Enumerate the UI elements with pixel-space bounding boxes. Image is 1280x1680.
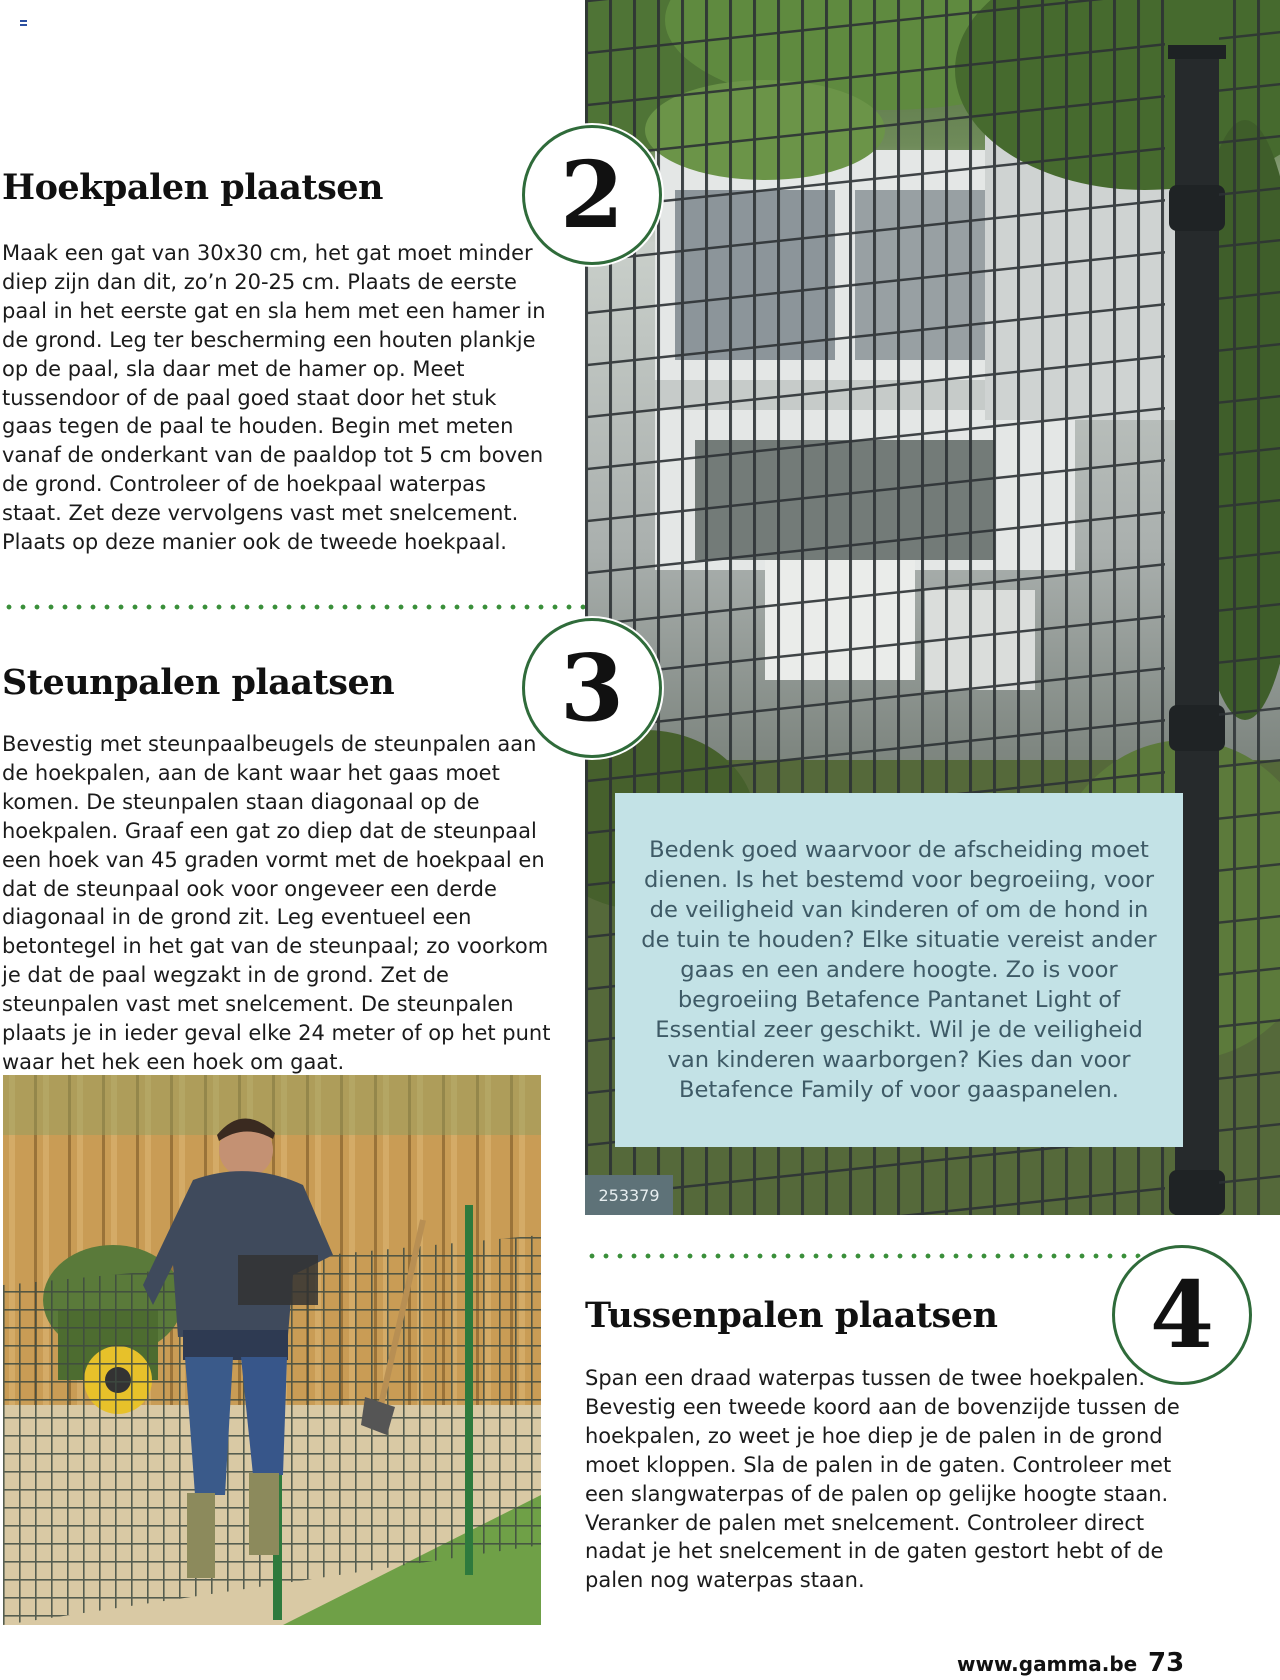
step-2-body: Maak een gat van 30x30 cm, het gat moet minder diep zijn dan dit, zo’n 20-25 cm. Plaats de eerste paal in het eerste gat en sla hem met een hamer in de grond. Leg ter bescherming een houten plankje op de paal, sla daar met de hamer op. Meet tussendoor of de paal goed staat door het stuk gaas tegen de paal te houden. Begin met meten vanaf de onderkant van de paaldop tot 5 cm boven de grond. Controleer of de hoekpaal waterpas staat. Zet deze vervolgens vast met snelcement. Plaats op deze manier ook de tweede hoekpaal.: [2, 241, 546, 555]
tip-text: Bedenk goed waarvoor de afscheiding moet dienen. Is het bestemd voor begroeiing, voor de veiligheid van kinderen of om de hond in de tuin te houden? Elke situatie vereist ander gaas en een andere hoogte. Zo is voor begroeiing Betafence Pantanet Light of Essential zeer geschikt. Wil je de veiligheid van kinderen waarborgen? Kies dan voor Betafence Family of voor gaaspanelen.: [641, 837, 1157, 1103]
article-number-tag: 253379: [585, 1175, 673, 1215]
step-4-title: Tussenpalen plaatsen: [585, 1295, 998, 1336]
step-4-badge: 4: [1112, 1245, 1252, 1385]
step-3-body: Bevestig met steunpaalbeugels de steunpalen aan de hoekpalen, aan de kant waar het gaas moet komen. De steunpalen staan diagonaal op de hoekpalen. Graaf een gat zo diep dat de steunpaal een hoek van 45 graden vormt met de hoekpaal en dat de steunpaal ook voor ongeveer een derde diagonaal in de grond zit. Leg eventueel een betontegel in het gat van de steunpaal; zo voorkom je dat de paal wegzakt in de grond. Zet de steunpalen vast met snelcement. De steunpalen plaats je in ieder geval elke 24 meter of op het punt waar het hek een hoek om gaat.: [2, 732, 551, 1074]
dotted-divider-2: [585, 1253, 1145, 1259]
footer-url[interactable]: www.gamma.be: [957, 1652, 1138, 1676]
step-4-body: Span een draad waterpas tussen de twee hoekpalen. Bevestig een tweede koord aan de bovenzijde tussen de hoekpalen, zo weet je hoe diep je de palen in de grond moet kloppen. Sla de palen in de gaten. Controleer met een slangwaterpas of de palen op gelijke hoogte staan. Veranker de palen met snelcement. Controleer direct nadat je het snelcement in de gaten gestort hebt of de palen nog waterpas staan.: [585, 1366, 1180, 1593]
page-number: 73: [1148, 1648, 1185, 1678]
corner-mark-icon: [20, 20, 27, 27]
step-3-badge: 3: [522, 618, 662, 758]
step-2-title: Hoekpalen plaatsen: [2, 167, 383, 208]
dotted-divider: [2, 604, 585, 610]
step-2-badge: 2: [522, 125, 662, 265]
step-3-title: Steunpalen plaatsen: [2, 662, 395, 703]
fence-installation-photo: [3, 1075, 541, 1625]
tip-box: [615, 793, 1183, 1147]
